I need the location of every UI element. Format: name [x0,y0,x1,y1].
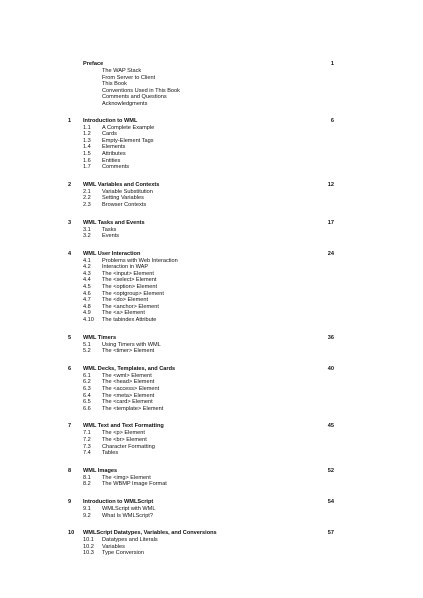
section-number: 10.3 [83,550,94,557]
preface-item-title: The WAP Stack [102,68,142,74]
section-item[interactable] [68,317,334,324]
chapter-block [68,366,334,413]
section-title: The <access> Element [102,386,160,392]
preface-page-number: 1 [330,61,334,67]
section-title: Datatypes and Literals [102,537,158,544]
chapter-title: WML Text and Text Formatting [83,423,164,430]
section-number: 2.2 [83,195,91,202]
section-number: 6.3 [83,386,91,392]
section-item[interactable] [68,151,334,158]
section-title: The WBMP Image Format [102,481,167,488]
section-item[interactable] [68,379,334,386]
section-title: Empty-Element Tags [102,137,154,144]
section-title: Setting Variables [102,195,144,202]
section-number: 6.4 [83,392,91,399]
section-title: Comments [102,164,130,171]
chapter-heading[interactable] [68,499,334,506]
section-number: 4.1 [83,257,91,264]
chapter-heading[interactable] [68,366,334,373]
section-item[interactable] [68,544,334,551]
section-number: 7.4 [83,450,91,457]
section-title: The <wml> Element [102,372,152,379]
section-item[interactable] [68,131,334,138]
section-title: Entities [102,157,121,164]
preface-item[interactable] [68,88,334,95]
section-item[interactable] [68,195,334,202]
section-title: The <do> Element [102,297,149,304]
section-title: Variables [102,543,125,550]
section-number: 6.1 [83,372,91,379]
preface-item[interactable] [68,68,334,75]
chapter-page-number: 52 [327,467,334,474]
chapter-number: 10 [68,530,75,537]
section-title: Tasks [102,226,117,233]
section-number: 9.2 [83,512,91,519]
section-item[interactable] [68,138,334,145]
section-item[interactable] [68,291,334,298]
chapter-title: WML Images [83,467,118,474]
section-title: The <optgroup> Element [102,290,164,297]
section-number: 7.2 [83,436,91,443]
section-title: Interaction in WAP [102,264,149,271]
chapter-title: WML Tasks and Events [83,219,145,226]
chapter-page-number: 40 [327,365,334,372]
chapter-page-number: 36 [327,334,334,341]
section-number: 8.1 [83,474,91,481]
chapter-block [68,182,334,209]
section-number: 1.6 [83,157,91,164]
preface-items [68,68,334,108]
section-number: 5.1 [83,341,91,348]
section-title: Character Formatting [102,443,155,450]
section-title: Variable Substitution [102,188,153,195]
section-item[interactable] [68,386,334,393]
chapter-heading[interactable] [68,220,334,227]
chapter-block [68,499,334,519]
preface-item[interactable] [68,94,334,101]
section-number: 1.4 [83,144,91,151]
section-title: The <a> Element [102,310,145,317]
section-number: 4.5 [83,284,91,291]
section-number: 2.3 [83,201,91,208]
chapter-block [68,530,334,557]
section-item[interactable] [68,202,334,209]
section-title: Elements [102,144,126,151]
section-item[interactable] [68,164,334,171]
chapter-title: WMLScript Datatypes, Variables, and Conversions [83,530,217,537]
chapter-heading[interactable] [68,468,334,475]
preface-item[interactable] [68,75,334,82]
chapter-number: 4 [68,250,72,257]
chapter-page-number: 54 [327,498,334,505]
preface-item[interactable] [68,81,334,88]
section-number: 6.2 [83,379,91,386]
section-number: 2.1 [83,188,91,195]
chapter-title: WML User Interaction [83,250,141,257]
section-item[interactable] [68,537,334,544]
chapter-heading[interactable] [68,423,334,430]
section-item[interactable] [68,506,334,513]
section-title: Events [102,233,120,240]
section-item[interactable] [68,233,334,240]
section-title: The <img> Element [102,474,151,481]
section-item[interactable] [68,348,334,355]
chapter-title: WML Timers [83,334,117,341]
chapter-heading[interactable] [68,530,334,537]
preface-item-title: Acknowledgments [102,100,148,107]
section-item[interactable] [68,513,334,520]
section-item[interactable] [68,373,334,380]
section-number: 4.8 [83,303,91,310]
section-title: A Complete Example [102,124,155,131]
section-title: Problems with Web Interaction [102,257,178,264]
section-title: The tabindex Attribute [102,317,157,324]
chapter-block [68,423,334,456]
chapter-title: WML Decks, Templates, and Cards [83,365,176,372]
chapter-page-number: 57 [327,530,334,537]
section-item[interactable] [68,189,334,196]
section-title: The <select> Element [102,277,157,284]
section-number: 7.3 [83,443,91,450]
chapter-heading[interactable] [68,251,334,258]
section-number: 4.7 [83,297,91,304]
section-item[interactable] [68,481,334,488]
section-item[interactable] [68,430,334,437]
section-title: Cards [102,131,117,138]
chapter-number: 5 [68,334,72,341]
preface-block [68,61,334,108]
chapter-heading[interactable] [68,118,334,125]
section-number: 10.1 [83,537,94,544]
section-number: 4.4 [83,277,91,284]
section-number: 7.1 [83,430,91,437]
section-title: Browser Contexts [102,201,147,208]
section-number: 8.2 [83,481,91,488]
section-item[interactable] [68,277,334,284]
section-item[interactable] [68,444,334,451]
chapter-list [68,118,334,557]
section-number: 6.6 [83,405,91,412]
chapter-page-number: 6 [330,117,334,124]
preface-heading[interactable] [68,61,334,68]
chapter-block [68,251,334,324]
chapter-number: 6 [68,365,72,372]
section-item[interactable] [68,264,334,271]
section-number: 3.1 [83,226,91,233]
chapter-page-number: 45 [327,423,334,430]
chapter-title: WML Variables and Contexts [83,181,160,188]
chapter-number: 2 [68,181,72,188]
section-item[interactable] [68,406,334,413]
section-number: 9.1 [83,505,91,512]
section-title: Using Timers with WML [102,341,161,348]
section-number: 4.10 [83,317,94,324]
section-title: The <template> Element [102,405,164,412]
chapter-heading[interactable] [68,335,334,342]
section-number: 4.6 [83,290,91,297]
chapter-number: 7 [68,423,72,430]
chapter-number: 8 [68,467,72,474]
section-title: WMLScript with WML [102,505,156,512]
chapter-block [68,220,334,240]
section-title: The <card> Element [102,399,153,406]
section-number: 4.9 [83,310,91,317]
section-number: 4.3 [83,270,91,277]
section-item[interactable] [68,158,334,165]
section-item[interactable] [68,437,334,444]
section-title: The <meta> Element [102,392,155,399]
section-number: 4.2 [83,264,91,271]
section-item[interactable] [68,125,334,132]
section-title: The <anchor> Element [102,303,159,310]
preface-item-title: From Server to Client [102,74,156,81]
section-item[interactable] [68,258,334,265]
section-title: The <p> Element [102,430,145,437]
section-number: 1.3 [83,137,91,144]
chapter-number: 3 [68,219,72,226]
section-item[interactable] [68,310,334,317]
section-title: The <input> Element [102,270,154,277]
section-item[interactable] [68,399,334,406]
section-number: 1.7 [83,164,91,171]
chapter-page-number: 17 [327,219,334,226]
section-title: The <head> Element [102,379,155,386]
section-number: 5.2 [83,348,91,355]
section-item[interactable] [68,475,334,482]
section-title: Type Conversion [102,550,144,557]
section-title: Tables [102,450,119,457]
chapter-page-number: 24 [327,250,334,257]
section-item[interactable] [68,284,334,291]
section-number: 1.2 [83,131,91,138]
preface-item-title: Comments and Questions [102,94,167,101]
chapter-title: Introduction to WMLScript [83,498,154,505]
preface-item-title: Conventions Used in This Book [102,87,180,94]
section-item[interactable] [68,342,334,349]
preface-title: Preface [83,61,104,67]
section-title: The <br> Element [102,436,147,443]
section-number: 1.5 [83,150,91,157]
section-item[interactable] [68,297,334,304]
section-title: The <timer> Element [102,348,155,355]
chapter-number: 9 [68,498,72,505]
chapter-block [68,335,334,355]
section-item[interactable] [68,393,334,400]
section-item[interactable] [68,450,334,457]
chapter-heading[interactable] [68,182,334,189]
section-item[interactable] [68,144,334,151]
chapter-title: Introduction to WML [83,117,138,124]
section-title: Attributes [102,150,126,157]
section-title: The <option> Element [102,284,158,291]
section-number: 3.2 [83,233,91,240]
chapter-block [68,118,334,171]
chapter-page-number: 12 [327,181,334,188]
section-number: 6.5 [83,399,91,406]
chapter-number: 1 [68,117,72,124]
section-item[interactable] [68,271,334,278]
section-number: 10.2 [83,543,94,550]
chapter-block [68,468,334,488]
section-item[interactable] [68,304,334,311]
section-item[interactable] [68,227,334,234]
section-item[interactable] [68,550,334,557]
section-title: What Is WMLScript? [102,512,153,519]
preface-item[interactable] [68,101,334,108]
preface-item-title: This Book [102,81,127,88]
table-of-contents [68,61,334,557]
section-number: 1.1 [83,124,91,131]
